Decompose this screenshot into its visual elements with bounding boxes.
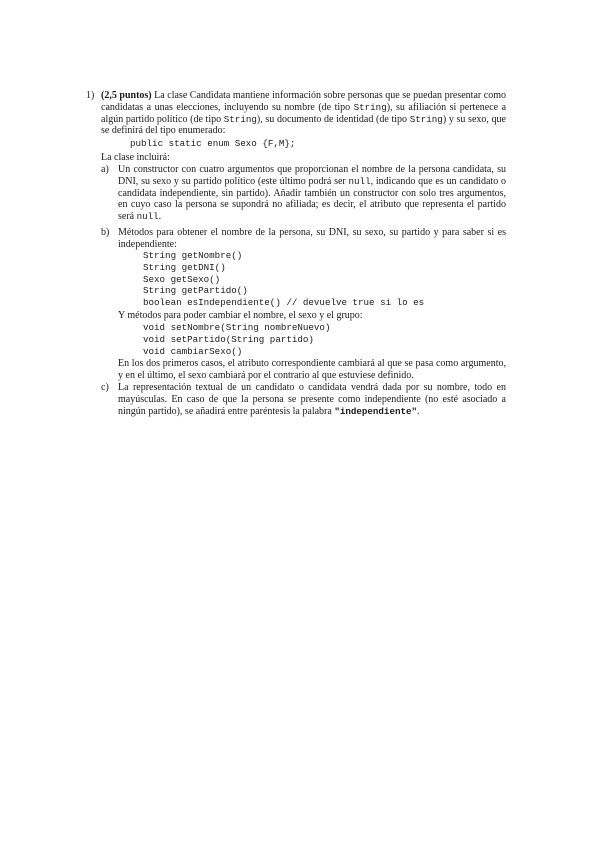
intro-text-1: La clase Candidata mantiene información sobre personas que se puedan presentar como candidatas a unas elecciones, incluyendo su nombre (de tipo	[101, 90, 506, 113]
type-string-3: String	[409, 113, 443, 125]
question-points: (2,5 puntos)	[101, 90, 152, 101]
item-b-text-3: En los dos primeros casos, el atributo correspondiente cambiará al que se pasa como argumento, y en el último, el sexo cambiará por el contrario al que estuviese definido.	[118, 358, 506, 381]
item-b-text-2: Y métodos para poder cambiar el nombre, el sexo y el grupo:	[118, 310, 363, 321]
intro-text-2: ), su afiliación si pertenece a algún partido político (de tipo	[101, 101, 507, 125]
question-number: 1)	[86, 90, 95, 101]
getters-code: String getNombre() String getDNI() Sexo getSexo() String getPartido() boolean esIndependiente() // devuelve true si lo es	[143, 250, 425, 309]
type-string-2: String	[223, 113, 257, 125]
item-a-text-3: .	[158, 211, 162, 223]
item-a-text-1: Un constructor con cuatro argumentos que proporcionan el nombre de la persona candidata, su DNI, su sexo y su partido político (este último podrá ser	[118, 164, 506, 187]
item-a-text-2: , indicando que es un candidato o candidata independiente, sin partido). Añadir también un constructor con solo tres argumentos, en cuyo caso la persona se supondrá no afiliada; es decir, el atributo que representa el partido será	[118, 175, 506, 223]
type-string-1: String	[353, 101, 387, 113]
item-b-label: b)	[101, 227, 110, 238]
setters-code: void setNombre(String nombreNuevo) void setPartido(String partido) void cambiarSexo()	[143, 322, 331, 357]
item-c-text	[118, 382, 506, 417]
intro-text-3: ), su documento de identidad (de tipo	[256, 113, 410, 125]
item-c-label: c)	[101, 382, 109, 393]
item-a-null-2: null	[136, 211, 159, 223]
item-c-text-1: La representación textual de un candidato o candidata vendrá dada por su nombre, todo en mayúsculas. En caso de que la persona se presente como independiente (no esté asociado a ningún partido), se añadirá entre paréntesis la palabra	[118, 382, 506, 417]
includes-text: La clase incluirá:	[101, 152, 170, 163]
item-a-label: a)	[101, 164, 109, 175]
item-a-null-1: null	[348, 175, 371, 187]
item-a-text	[118, 164, 506, 223]
item-c-word: "independiente"	[334, 405, 418, 417]
enum-code: public static enum Sexo {F,M};	[130, 138, 296, 149]
item-b-text-1: Métodos para obtener el nombre de la persona, su DNI, su sexo, su partido y para saber si es independiente:	[118, 227, 506, 250]
question-intro	[101, 90, 506, 137]
item-c-text-2: .	[417, 405, 420, 417]
intro-text-4: ) y su sexo, que se definirá del tipo enumerado:	[101, 113, 506, 137]
